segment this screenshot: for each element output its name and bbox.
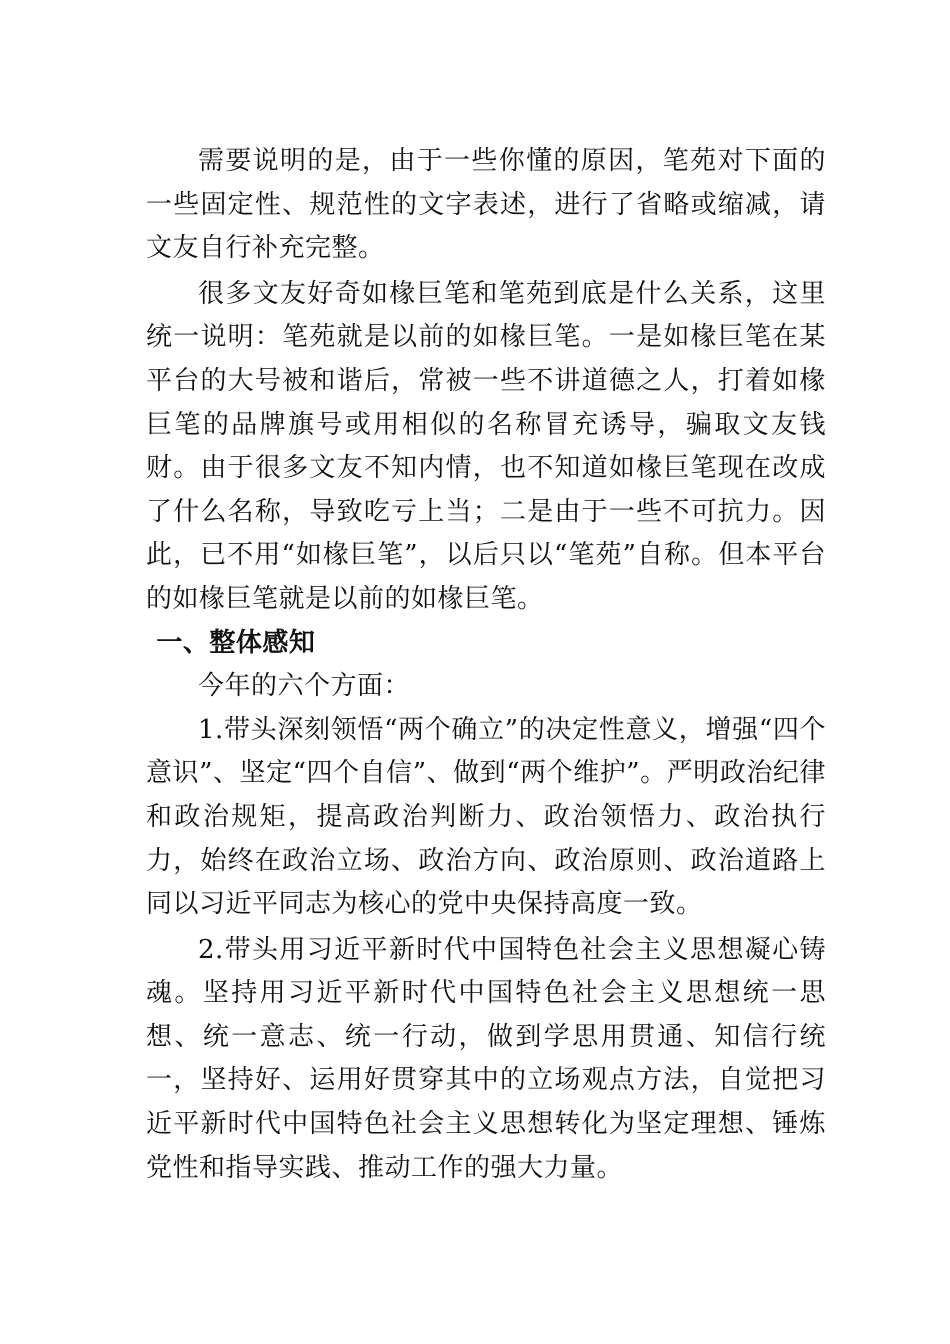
- list-item-1: 1.带头深刻领悟“两个确立”的决定性意义，增强“四个意识”、坚定“四个自信”、做到“两个维护”。严明政治纪律和政治规矩，提高政治判断力、政治领悟力、政治执行力，始终在政治立场、政治方向、政治原则、政治道路上同以习近平同志为核心的党中央保持高度一致。: [146, 714, 826, 920]
- section-lead: 今年的六个方面：: [198, 671, 411, 702]
- intro-paragraph-2: 很多文友好奇如椽巨笔和笔苑到底是什么关系，这里统一说明：笔苑就是以前的如椽巨笔。一是如椽巨笔在某平台的大号被和谐后，常被一些不讲道德之人，打着如椽巨笔的品牌旗号或用相似的名称冒充诱导，骗取文友钱财。由于很多文友不知内情，也不知道如椽巨笔现在改成了什么名称，导致吃亏上当；二是由于一些不可抗力。因此，已不用“如椽巨笔”，以后只以“笔苑”自称。但本平台的如椽巨笔就是以前的如椽巨笔。: [146, 278, 826, 614]
- section-heading: 一、整体感知: [156, 627, 316, 658]
- list-item-2: 2.带头用习近平新时代中国特色社会主义思想凝心铸魂。坚持用习近平新时代中国特色社会主义思想统一思想、统一意志、统一行动，做到学思用贯通、知信行统一，坚持好、运用好贯穿其中的立场观点方法，自觉把习近平新时代中国特色社会主义思想转化为坚定理想、锤炼党性和指导实践、推动工作的强大力量。: [146, 934, 826, 1183]
- document-page: [146, 140, 826, 1190]
- intro-paragraph-1: 需要说明的是，由于一些你懂的原因，笔苑对下面的一些固定性、规范性的文字表述，进行了省略或缩减，请文友自行补充完整。: [146, 146, 826, 264]
